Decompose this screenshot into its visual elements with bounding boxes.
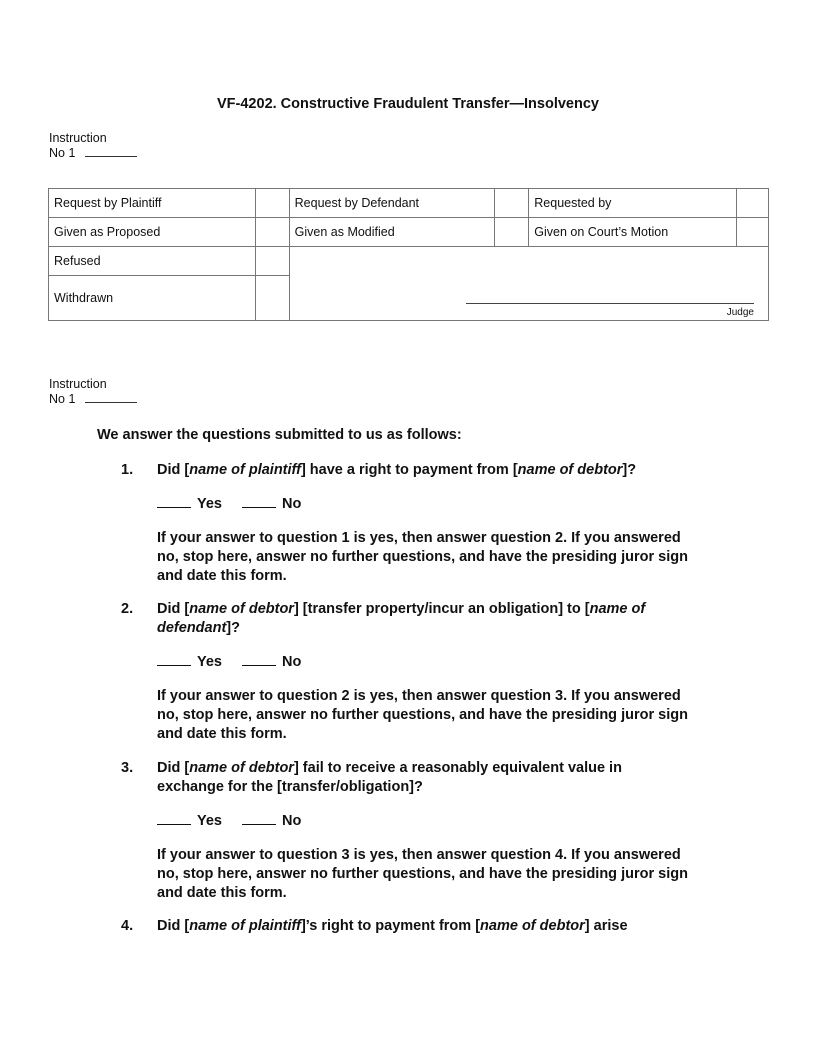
given-as-proposed-checkbox[interactable] (255, 218, 289, 247)
question-1 (121, 461, 681, 480)
judge-signature-line[interactable] (466, 303, 754, 304)
given-on-courts-motion-label: Given on Court’s Motion (529, 218, 737, 247)
instruction-number-field[interactable] (85, 146, 137, 157)
instruction-number-block-1 (49, 131, 137, 160)
question-text: Did [name of plaintiff] have a right to payment from [name of debtor]? (157, 462, 637, 478)
question-2 (121, 600, 681, 638)
request-by-plaintiff-label: Request by Plaintiff (49, 189, 256, 218)
requested-by-checkbox[interactable] (737, 189, 769, 218)
withdrawn-checkbox[interactable] (255, 276, 289, 321)
yes-blank[interactable] (157, 495, 191, 508)
instruction-status-table (48, 188, 769, 321)
given-as-modified-checkbox[interactable] (495, 218, 529, 247)
no-label: No (282, 654, 302, 670)
instruction-number-field[interactable] (85, 392, 137, 403)
given-as-modified-label: Given as Modified (289, 218, 495, 247)
given-on-courts-motion-checkbox[interactable] (737, 218, 769, 247)
yes-blank[interactable] (157, 653, 191, 666)
question-3-instruction: If your answer to question 3 is yes, then answer question 4. If you answered no, stop here, answer no further questions, and have the presiding juror sign and date this form. (157, 847, 688, 901)
yes-blank[interactable] (157, 812, 191, 825)
yes-label: Yes (197, 496, 222, 512)
question-3 (121, 759, 681, 797)
document-title: VF-4202. Constructive Fraudulent Transfer—Insolvency (217, 96, 599, 112)
no-blank[interactable] (242, 812, 276, 825)
question-text: Did [name of debtor] fail to receive a reasonably equivalent value in exchange for the [transfer/obligation]? (157, 760, 622, 795)
no-label: No (282, 813, 302, 829)
instruction-number-block-2 (49, 377, 137, 406)
requested-by-label: Requested by (529, 189, 737, 218)
question-1-instruction: If your answer to question 1 is yes, then answer question 2. If you answered no, stop here, answer no further questions, and have the presiding juror sign and date this form. (157, 530, 688, 584)
question-text: Did [name of plaintiff]’s right to payment from [name of debtor] arise (157, 918, 628, 934)
judge-signature-cell (289, 247, 768, 321)
question-number: 2. (121, 601, 134, 617)
request-by-defendant-checkbox[interactable] (495, 189, 529, 218)
instruction-label: Instruction (49, 377, 107, 391)
question-2-instruction: If your answer to question 2 is yes, then answer question 3. If you answered no, stop here, answer no further questions, and have the presiding juror sign and date this form. (157, 688, 688, 742)
question-number: 3. (121, 760, 134, 776)
request-by-defendant-label: Request by Defendant (289, 189, 495, 218)
withdrawn-label: Withdrawn (49, 276, 256, 321)
answer-options-2 (157, 653, 301, 670)
instruction-no-label: No 1 (49, 145, 76, 160)
intro-text: We answer the questions submitted to us as follows: (97, 427, 462, 443)
judge-label: Judge (726, 307, 754, 318)
no-blank[interactable] (242, 495, 276, 508)
no-blank[interactable] (242, 653, 276, 666)
refused-checkbox[interactable] (255, 247, 289, 276)
instruction-no-label: No 1 (49, 391, 76, 406)
request-by-plaintiff-checkbox[interactable] (255, 189, 289, 218)
answer-options-1 (157, 495, 301, 512)
question-number: 1. (121, 462, 134, 478)
no-label: No (282, 496, 302, 512)
answer-options-3 (157, 812, 301, 829)
question-number: 4. (121, 918, 134, 934)
instruction-label: Instruction (49, 131, 107, 145)
yes-label: Yes (197, 654, 222, 670)
given-as-proposed-label: Given as Proposed (49, 218, 256, 247)
yes-label: Yes (197, 813, 222, 829)
question-text: Did [name of debtor] [transfer property/incur an obligation] to [name of defendant]? (157, 601, 646, 636)
question-4 (121, 917, 681, 936)
refused-label: Refused (49, 247, 256, 276)
